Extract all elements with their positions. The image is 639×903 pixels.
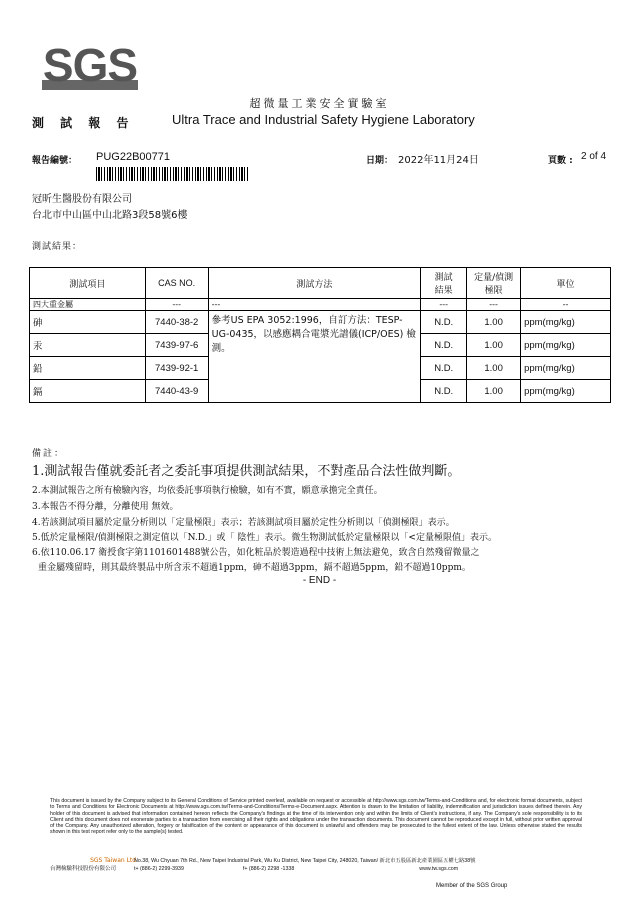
footer-fax: f+ (886-2) 2298 -1338 [242, 865, 295, 872]
footer-tel: t+ (886-2) 2299-3939 [134, 865, 184, 872]
report-title: 測 試 報 告 [32, 116, 135, 130]
row-result: N.D. [421, 380, 467, 403]
row-limit: 1.00 [467, 357, 521, 380]
header-item: 測試項目 [30, 268, 146, 299]
group-method: --- [208, 299, 421, 311]
group-unit: -- [521, 299, 611, 311]
row-result: N.D. [421, 357, 467, 380]
results-label: 測試結果： [32, 242, 83, 252]
footer-company-en: SGS Taiwan Ltd. [90, 857, 138, 864]
footer-address: No.38, Wu Chyuan 7th Rd., New Taipei Industrial Park, Wu Ku District, New Taipei City, 248020, Taiwan/ 新北市五股區新北產業園區五權七路38號 [134, 858, 476, 864]
report-date: 2022年11月24日 [398, 155, 479, 166]
footer-company-cn: 台灣檢驗科技股份有限公司 [50, 866, 117, 872]
note-1: 1.測試報告僅就委託者之委託事項提供測試結果，不對產品合法性做判斷。 [32, 464, 461, 479]
note-6a: 6.依110.06.17 衛授食字第1101601488號公告，如化粧品於製造過程中技術上無法避免，致含自然殘留微量之 [32, 548, 480, 558]
row-cas: 7439-97-6 [145, 334, 208, 357]
header-limit-line1: 定量/偵測 [474, 273, 514, 283]
header-limit-line2: 極限 [484, 286, 503, 296]
report-no-label: 報告編號： [32, 156, 78, 166]
barcode [96, 167, 248, 181]
note-6b: 重金屬殘留時，則其最終製品中所含汞不超過1ppm，砷不超過3ppm，鎘不超過5ppm，鉛不超過10ppm。 [38, 563, 471, 573]
row-result: N.D. [421, 334, 467, 357]
report-no: PUG22B00771 [96, 151, 170, 163]
results-table [29, 267, 611, 403]
row-cas: 7439-92-1 [145, 357, 208, 380]
method-cell: 參考US EPA 3052:1996，自訂方法：TESP-UG-0435，以感應耦合電漿光譜儀(ICP/OES) 檢測。 [208, 311, 421, 403]
row-item: 砷 [30, 311, 146, 334]
row-unit: ppm(mg/kg) [521, 311, 611, 334]
footer-contacts [134, 866, 475, 874]
header-unit: 單位 [521, 268, 611, 299]
note-5: 5.低於定量極限/偵測極限之測定值以「N.D.」或「 陰性」表示。微生物測試低於定量極限以「<定量極限值」表示。 [32, 533, 497, 543]
disclaimer: This document is issued by the Company subject to its General Conditions of Service printed overleaf, available on request or accessible at http://www.sgs.com.tw/Terms-and-Conditions and, for electronic format documents, subject to Terms and Conditions for Electronic Documents at http://www.sgs.com.tw/Terms-and-Conditions/Terms-e-Document.aspx. Attention is drawn to the limitation of liability, indemnification and jurisdiction issues defined therein. Any holder of this document is advised that information contained hereon reflects the Company's findings at the time of its intervention only and within the limits of Client's instructions, if any. The Company's sole responsibility is to its Client and this document does not exonerate parties to a transaction from exercising all their rights and obligations under the transaction documents. This document cannot be reproduced except in full, without prior written approval of the Company. Any unauthorized alteration, forgery or falsification of the content or appearance of this document is unlawful and offenders may be prosecuted to the fullest extent of the law. Unless otherwise stated the results shown in this test report refer only to the sample(s) tested. [50, 798, 582, 836]
header-result-line2: 結果 [434, 286, 453, 296]
row-cas: 7440-43-9 [145, 380, 208, 403]
note-4: 4.若該測試項目屬於定量分析則以「定量極限」表示；若該測試項目屬於定性分析則以「偵測極限」表示。 [32, 518, 455, 528]
header-result-line1: 測試 [434, 273, 453, 283]
table-header-row [30, 268, 611, 299]
header-limit [467, 268, 521, 299]
lab-name-en: Ultra Trace and Industrial Safety Hygiene Laboratory [172, 112, 475, 127]
table-row [30, 311, 611, 334]
group-name: 四大重金屬 [30, 299, 146, 311]
page-label: 頁數 : [548, 156, 573, 166]
lab-name-cn: 超微量工業安全實驗室 [249, 97, 390, 110]
date-label: 日期： [366, 156, 394, 166]
row-cas: 7440-38-2 [145, 311, 208, 334]
footer-company [50, 857, 138, 873]
row-item: 鎘 [30, 380, 146, 403]
member-of-sgs: Member of the SGS Group [436, 883, 508, 889]
row-limit: 1.00 [467, 311, 521, 334]
footer-web: www.tw.sgs.com [419, 865, 459, 872]
note-3: 3.本報告不得分離，分離使用 無效。 [32, 502, 179, 512]
group-result: --- [421, 299, 467, 311]
sgs-logo [42, 39, 138, 92]
row-item: 汞 [30, 334, 146, 357]
row-item: 鉛 [30, 357, 146, 380]
logo-text: SGS [42, 39, 138, 91]
client-name: 冠昕生醫股份有限公司 [32, 194, 132, 205]
group-limit: --- [467, 299, 521, 311]
header-result [421, 268, 467, 299]
footer-address-block [134, 858, 475, 873]
row-limit: 1.00 [467, 334, 521, 357]
row-unit: ppm(mg/kg) [521, 334, 611, 357]
table-group-row [30, 299, 611, 311]
row-result: N.D. [421, 311, 467, 334]
row-unit: ppm(mg/kg) [521, 357, 611, 380]
notes-title: 備註： [32, 449, 66, 459]
header-method: 測試方法 [208, 268, 421, 299]
group-cas: --- [145, 299, 208, 311]
client-address: 台北市中山區中山北路3段58號6樓 [32, 210, 188, 221]
row-unit: ppm(mg/kg) [521, 380, 611, 403]
note-2: 2.本測試報告之所有檢驗內容，均依委託事項執行檢驗，如有不實，願意承擔完全責任。 [32, 486, 383, 496]
page-number: 2 of 4 [581, 151, 607, 162]
row-limit: 1.00 [467, 380, 521, 403]
end-marker: - END - [302, 575, 337, 586]
header-cas: CAS NO. [145, 268, 208, 299]
